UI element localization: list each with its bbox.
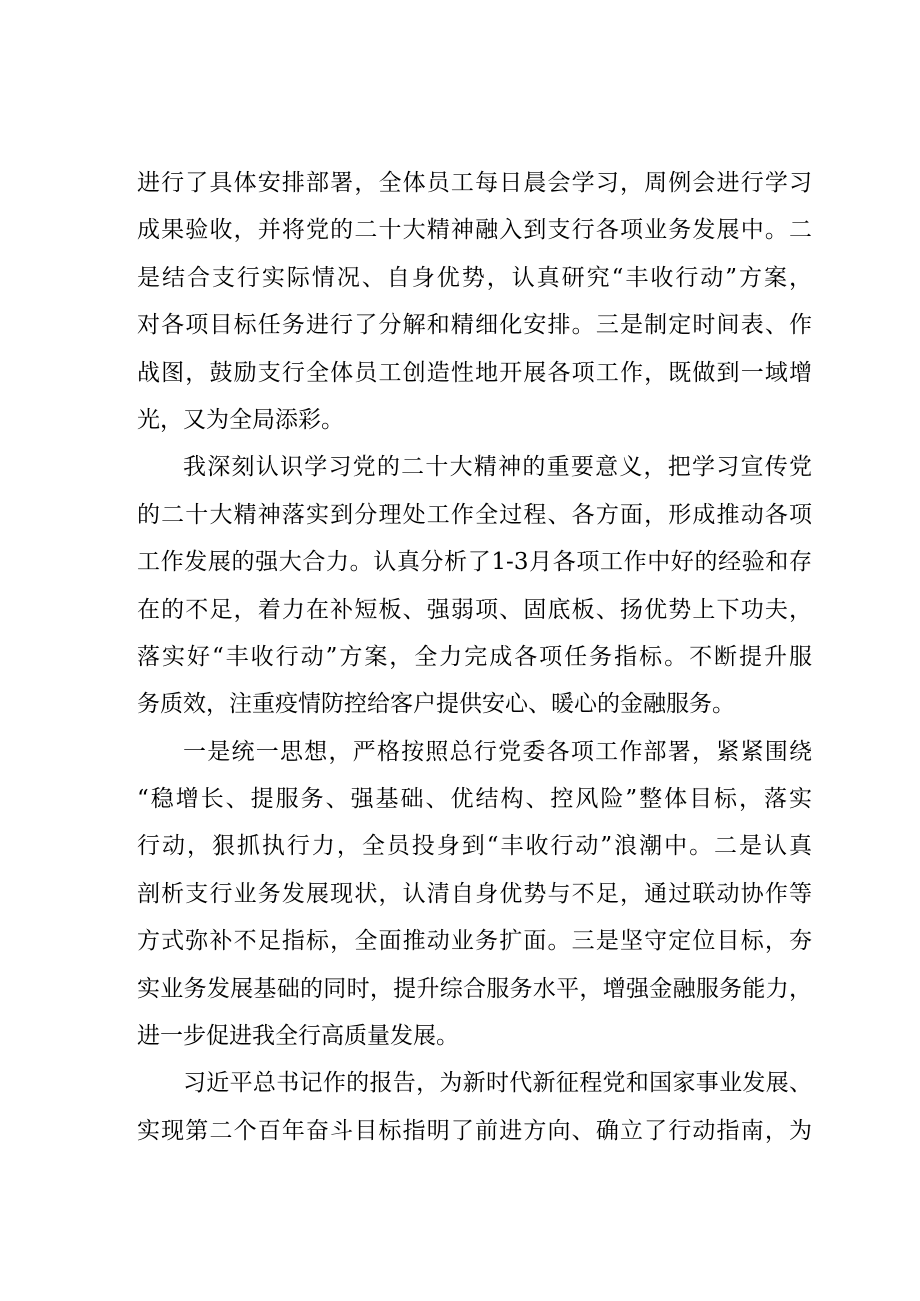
text-line: 实现第二个百年奋斗目标指明了前进方向、确立了行动指南，为 (137, 1117, 812, 1144)
text-line: 行动，狠抓执行力，全员投身到“丰收行动”浪潮中。二是认真 (137, 833, 812, 860)
text-line: 一是统一思想，严格按照总行党委各项工作部署，紧紧围绕 (183, 738, 812, 765)
text-line: 进一步促进我全行高质量发展。 (137, 1023, 459, 1050)
paragraph-1 (137, 160, 812, 444)
text-line: 战图，鼓励支行全体员工创造性地开展各项工作，既做到一域增 (137, 359, 812, 386)
text-line: 落实好“丰收行动”方案，全力完成各项任务指标。不断提升服 (137, 643, 812, 670)
text-line: 的二十大精神落实到分理处工作全过程、各方面，形成推动各项 (137, 501, 812, 528)
paragraph-4 (137, 1060, 812, 1155)
text-line: 是结合支行实际情况、自身优势，认真研究“丰收行动”方案， (137, 264, 812, 291)
text-line: 习近平总书记作的报告，为新时代新征程党和国家事业发展、 (183, 1070, 812, 1097)
text-line: 工作发展的强大合力。认真分析了1-3月各项工作中好的经验和存 (137, 549, 812, 576)
text-line: 光，又为全局添彩。 (137, 406, 344, 433)
body-text (137, 160, 812, 1155)
text-line: 实业务发展基础的同时，提升综合服务水平，增强金融服务能力， (137, 975, 812, 1002)
text-line: “稳增长、提服务、强基础、优结构、控风险”整体目标，落实 (137, 786, 812, 813)
text-line: 我深刻认识学习党的二十大精神的重要意义，把学习宣传党 (183, 454, 812, 481)
text-line: 成果验收，并将党的二十大精神融入到支行各项业务发展中。二 (137, 217, 812, 244)
text-line: 进行了具体安排部署，全体员工每日晨会学习，周例会进行学习 (137, 170, 812, 196)
paragraph-3 (137, 729, 812, 1061)
text-line: 方式弥补不足指标，全面推动业务扩面。三是坚守定位目标，夯 (137, 928, 812, 955)
text-line: 剖析支行业务发展现状，认清自身优势与不足，通过联动协作等 (137, 880, 812, 907)
text-line: 对各项目标任务进行了分解和精细化安排。三是制定时间表、作 (137, 312, 812, 339)
text-line: 在的不足，着力在补短板、强弱项、固底板、扬优势上下功夫， (137, 596, 812, 623)
text-line: 务质效，注重疫情防控给客户提供安心、暖心的金融服务。 (137, 691, 735, 718)
paragraph-2 (137, 444, 812, 728)
